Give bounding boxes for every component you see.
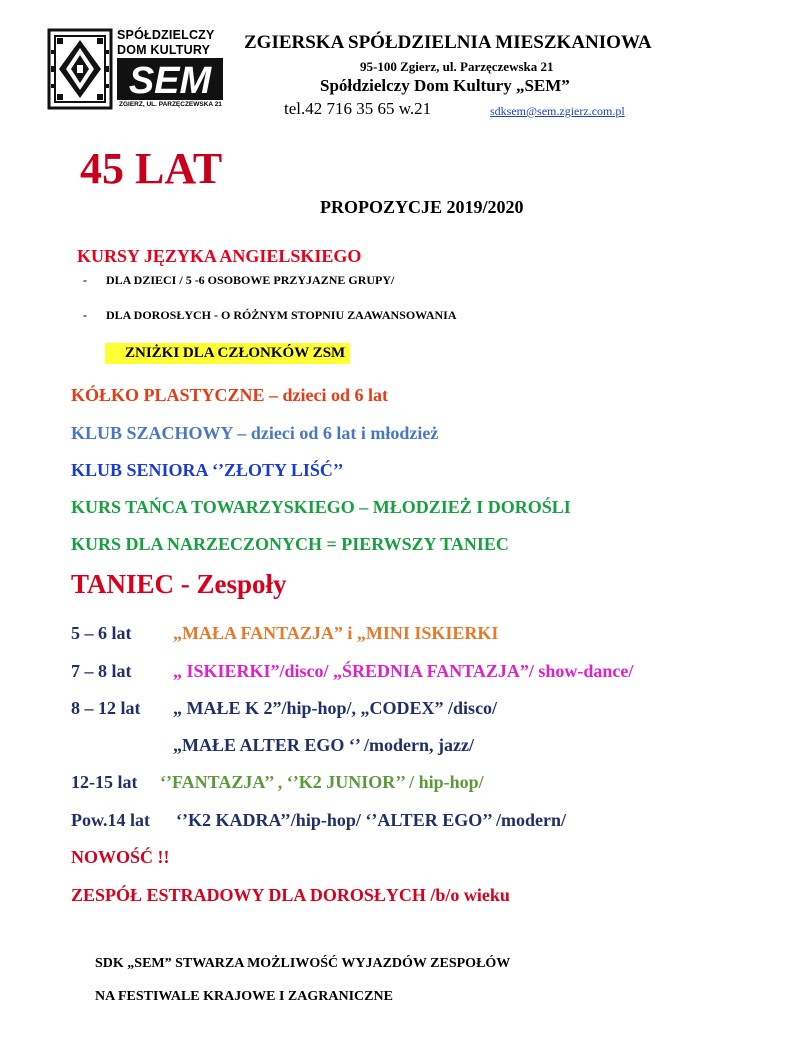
bullet-dash: - (83, 273, 87, 287)
english-bullet-children: DLA DZIECI / 5 -6 OSOBOWE PRZYJAZNE GRUPY/ (106, 273, 395, 287)
activity-ballroom-course: KURS TAŃCA TOWARZYSKIEGO – MŁODZIEŻ I DOROŚLI (71, 497, 571, 517)
logo-sem-wordmark (117, 58, 223, 100)
dance-group-age: 12-15 lat (71, 772, 138, 792)
dance-group-name: „ ISKIERKI”/disco/ „ŚREDNIA FANTAZJA”/ show-dance/ (173, 661, 634, 681)
english-bullet-adults: DLA DOROSŁYCH - O RÓŻNYM STOPNIU ZAAWANSOWANIA (106, 308, 457, 322)
activity-wedding-dance-course: KURS DLA NARZECZONYCH = PIERWSZY TANIEC (71, 534, 509, 554)
new-label: NOWOŚĆ !! (71, 847, 170, 867)
sdk-sem-logo (47, 28, 223, 110)
footer-line1: SDK „SEM” STWARZA MOŻLIWOŚĆ WYJAZDÓW ZESPOŁÓW (95, 956, 511, 971)
dance-group-age: 5 – 6 lat (71, 623, 132, 643)
dance-group-name: ‘’FANTAZJA’’ , ‘’K2 JUNIOR’’ / hip-hop/ (160, 772, 484, 792)
organization-name: ZGIERSKA SPÓŁDZIELNIA MIESZKANIOWA (244, 32, 652, 53)
activity-art-club: KÓŁKO PLASTYCZNE – dzieci od 6 lat (71, 385, 389, 405)
logo-text-line1: SPÓŁDZIELCZY (117, 28, 215, 42)
activity-senior-club: KLUB SENIORA ‘’ZŁOTY LIŚĆ’’ (71, 460, 344, 480)
dance-group-name: „MAŁE ALTER EGO ‘’ /modern, jazz/ (173, 735, 474, 755)
dance-groups-title: TANIEC - Zespoły (71, 569, 287, 599)
activity-chess-club: KLUB SZACHOWY – dzieci od 6 lat i młodzież (71, 423, 439, 443)
dance-group-age: 7 – 8 lat (71, 661, 132, 681)
culture-house-name: Spółdzielczy Dom Kultury „SEM” (320, 76, 570, 95)
logo-address: ZGIERZ, UL. PARZĘCZEWSKA 21 (119, 101, 222, 108)
footer-line2: NA FESTIWALE KRAJOWE I ZAGRANICZNE (95, 989, 393, 1004)
folk-pattern-logo-icon (47, 28, 113, 110)
dance-group-name: „MAŁA FANTAZJA” i „MINI ISKIERKI (173, 623, 499, 643)
dance-group-name: „ MAŁE K 2”/hip-hop/, „CODEX” /disco/ (173, 698, 498, 718)
dance-group-age: Pow.14 lat (71, 810, 150, 830)
english-courses-title: KURSY JĘZYKA ANGIELSKIEGO (77, 246, 362, 266)
anniversary-title: 45 LAT (80, 144, 223, 193)
dance-group-age: 8 – 12 lat (71, 698, 141, 718)
logo-text-line2: DOM KULTURY (117, 43, 211, 57)
email-link[interactable]: sdksem@sem.zgierz.com.pl (490, 104, 625, 118)
proposals-title: PROPOZYCJE 2019/2020 (320, 197, 524, 217)
logo-sem-text: SEM (128, 60, 212, 100)
phone-number: tel.42 716 35 65 w.21 (284, 99, 432, 118)
bullet-dash: - (83, 308, 87, 322)
organization-address: 95-100 Zgierz, ul. Parzęczewska 21 (360, 59, 554, 74)
discount-highlight: ZNIŻKI DLA CZŁONKÓW ZSM (105, 343, 350, 364)
estrada-group: ZESPÓŁ ESTRADOWY DLA DOROSŁYCH /b/o wieku (71, 885, 510, 905)
dance-group-name: ‘’K2 KADRA’’/hip-hop/ ‘’ALTER EGO’’ /modern/ (176, 810, 567, 830)
